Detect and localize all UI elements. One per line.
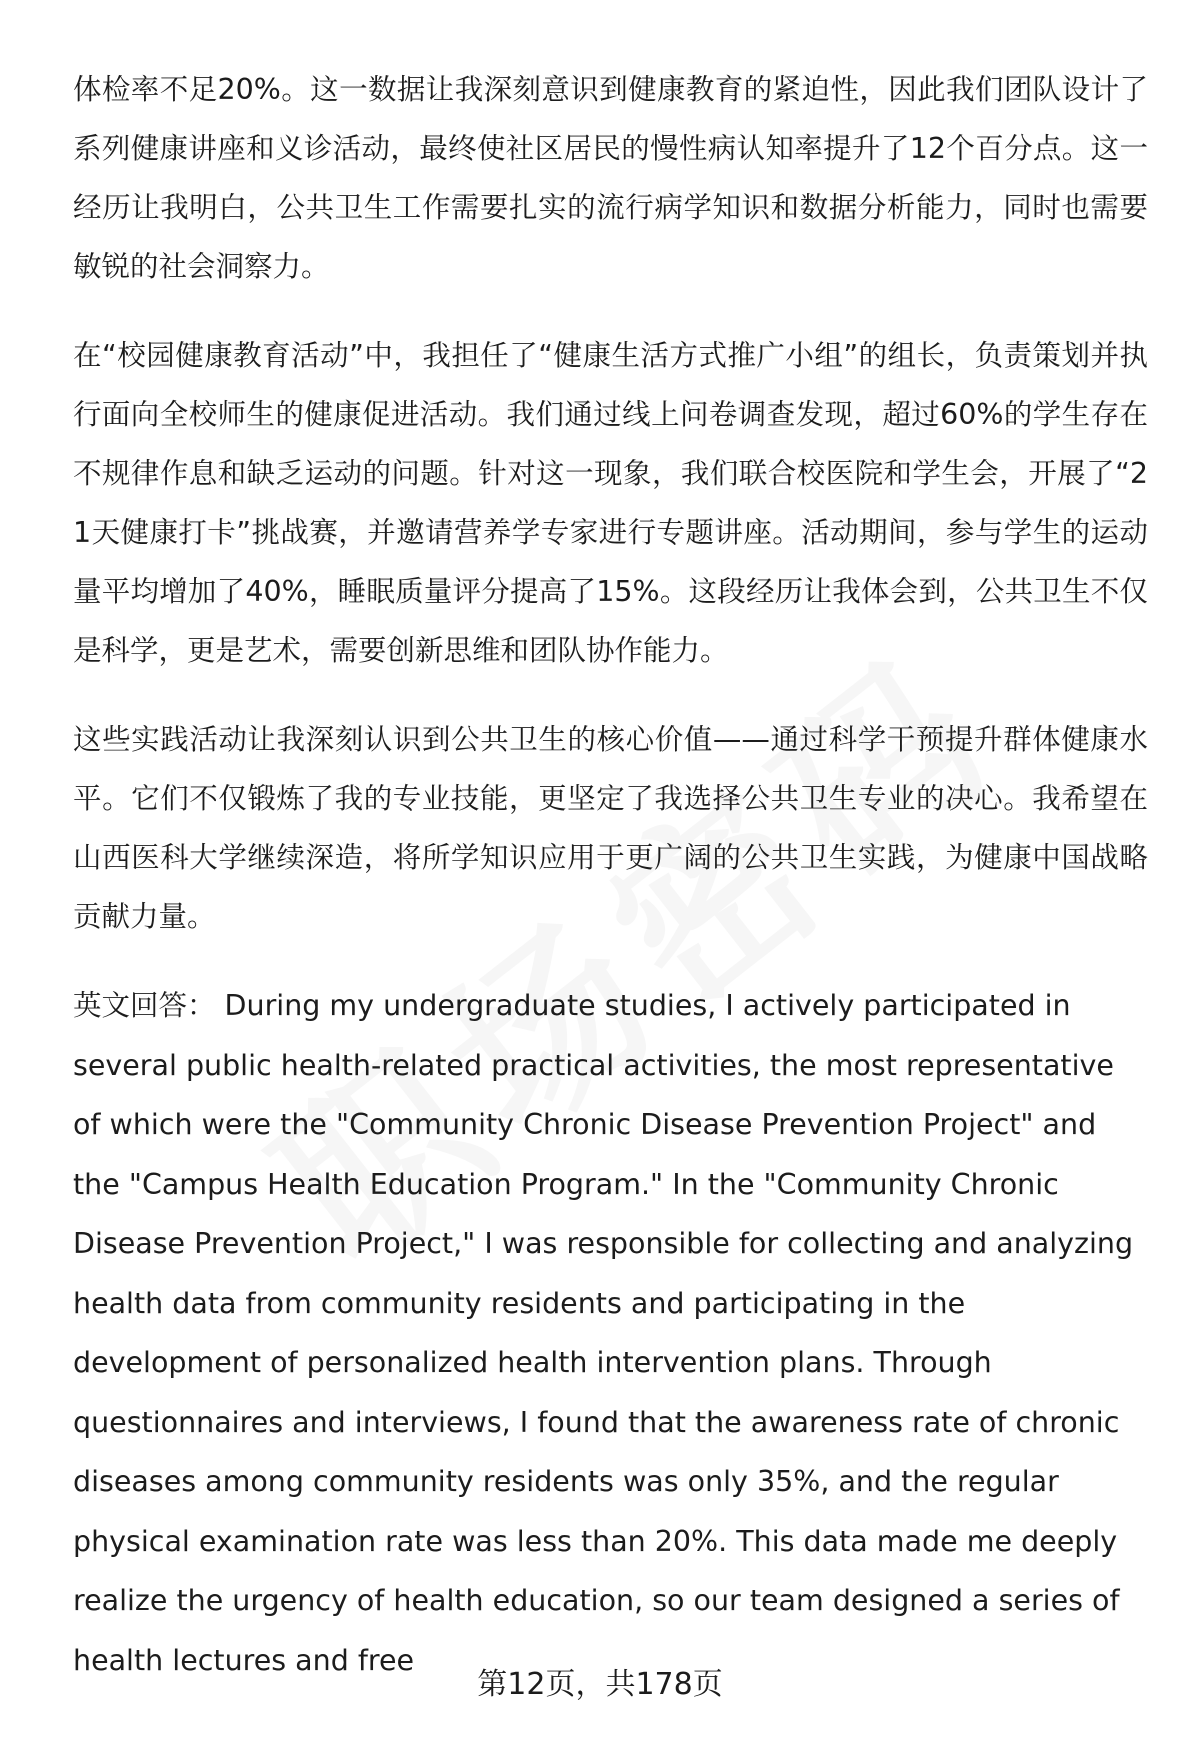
paragraph-3: 这些实践活动让我深刻认识到公共卫生的核心价值——通过科学干预提升群体健康水平。它们不仅锻炼了我的专业技能，更坚定了我选择公共卫生专业的决心。我希望在山西医科大学继续深造，将所学知识应用于更广阔的公共卫生实践，为健康中国战略贡献力量。 xyxy=(73,723,1148,933)
page-number-footer: 第12页，共178页 xyxy=(477,1667,723,1702)
paragraph-english-answer: 英文回答： During my undergraduate studies, I actively participated in several public health-related practical activities, the most representative of which were the "Community Chronic Disease Prevention Project" and the "Campus Health Education Program." In the "Community Chronic Disease Prevention Project," I was responsible for collecting and analyzing health data from community residents and participating in the development of personalized health intervention plans. Through questionnaires and interviews, I found that the awareness rate of chronic diseases among community residents was only 35%, and the regular physical examination rate was less than 20%. This data made me deeply realize the urgency of health education, so our team designed a series of health lectures and free xyxy=(73,989,1134,1677)
paragraph-1: 体检率不足20%。这一数据让我深刻意识到健康教育的紧迫性，因此我们团队设计了系列健康讲座和义诊活动，最终使社区居民的慢性病认知率提升了12个百分点。这一经历让我明白，公共卫生工作需要扎实的流行病学知识和数据分析能力，同时也需要敏锐的社会洞察力。 xyxy=(73,73,1148,283)
paragraph-2: 在“校园健康教育活动”中，我担任了“健康生活方式推广小组”的组长，负责策划并执行面向全校师生的健康促进活动。我们通过线上问卷调查发现，超过60%的学生存在不规律作息和缺乏运动的问题。针对这一现象，我们联合校医院和学生会，开展了“21天健康打卡”挑战赛，并邀请营养学专家进行专题讲座。活动期间，参与学生的运动量平均增加了40%，睡眠质量评分提高了15%。这段经历让我体会到，公共卫生不仅是科学，更是艺术，需要创新思维和团队协作能力。 xyxy=(73,339,1148,667)
document-body xyxy=(73,60,1148,1720)
